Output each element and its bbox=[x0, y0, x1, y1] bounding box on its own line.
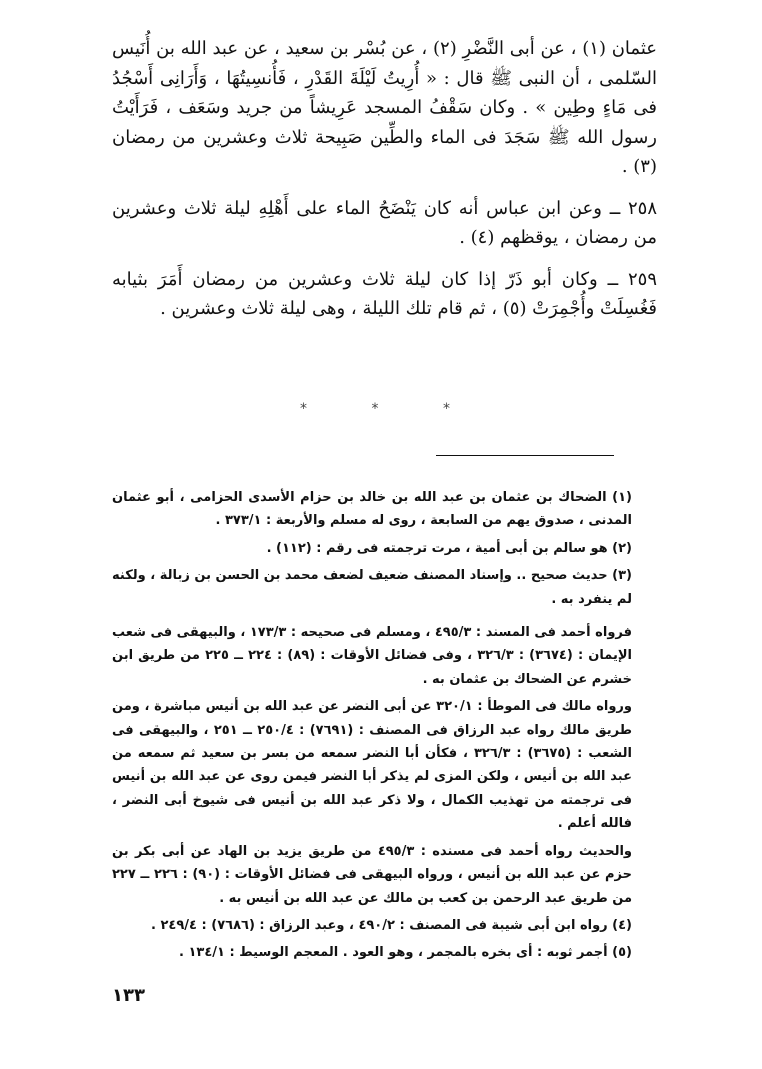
footnote-4: (٤) رواه ابن أبى شيبة فى المصنف : ٤٩٠/٢ ، وعبد الرزاق : (٧٦٨٦) : ٢٤٩/٤ . bbox=[151, 917, 632, 933]
page-number: ١٣٣ bbox=[112, 985, 145, 1006]
footnote-1: (١) الضحاك بن عثمان بن عبد الله بن خالد بن حزام الأسدى الحزامى ، أبو عثمان المدنى ، صدوق يهم من السابعة ، روى له مسلم والأربعة : ٣٧٣/١ . bbox=[112, 490, 632, 529]
paragraph-hadith-258: ٢٥٨ ــ وعن ابن عباس أنه كان يَنْضَحُ الماء على أَهْلِهِ ليلة ثلاث وعشرين من رمضان ، يوقظهم (٤) . bbox=[112, 197, 657, 248]
footnotes-block bbox=[112, 486, 632, 969]
footnote-3-sources-b: ورواه مالك فى الموطأ : ٣٢٠/١ عن أبى النضر عن عبد الله بن أنيس مباشرة ، ومن طريق مالك رواه عبد الرزاق فى المصنف : (٧٦٩١) : ٢٥٠/٤ ــ ٢٥١ ، والبيهقى فى الشعب : (٣٦٧٥) : ٣٢٦/٣ ، فكأن أبا النضر سمعه من بسر بن سعيد ثم سمعه من عبد الله بن أنيس ، ولكن المزى لم يذكر أبا النضر فيمن روى عن عبد الله بن أنيس فى ترجمته من تهذيب الكمال ، ولا ذكر عبد الله بن أنيس فى شيوخ أبى النضر ، فالله أعلم . bbox=[112, 699, 632, 832]
footnote-divider bbox=[436, 455, 614, 456]
footnote-2: (٢) هو سالم بن أبى أمية ، مرت ترجمته فى رقم : (١١٢) . bbox=[266, 540, 632, 556]
separator-star: * bbox=[443, 401, 450, 417]
paragraph-hadith-257-continued: عثمان (١) ، عن أبى النَّضْرِ (٢) ، عن بُسْر بن سعيد ، عن عبد الله بن أُنَيس السّلمى ، أن النبى ﷺ قال : « أُرِيتُ لَيْلَةَ القَدْرِ ، فَأُنسِيتُهَا ، وَأَرَانِى أَسْجُدُ فى مَاءٍ وطِين » . وكان سَقْفُ المسجد عَرِيشاً من جريد وسَعَف ، فَرَأَيْتُ رسول الله ﷺ سَجَدَ فى الماء والطِّين صَبِيحة ثلاث وعشرين من رمضان (٣) . bbox=[112, 38, 657, 177]
section-separator-stars bbox=[300, 401, 450, 417]
footnote-3: (٣) حديث صحيح .. وإسناد المصنف ضعيف لضعف محمد بن الحسن بن زبالة ، ولكنه لم ينفرد به . bbox=[112, 568, 632, 607]
main-text-block bbox=[112, 34, 657, 336]
footnote-3-sources-a: فرواه أحمد فى المسند : ٤٩٥/٣ ، ومسلم فى صحيحه : ١٧٣/٣ ، والبيهقى فى شعب الإيمان : (٣٦٧٤) : ٣٢٦/٣ ، وفى فضائل الأوقات : (٨٩) : ٢٢٤ ــ ٢٢٥ من طريق ابن خشرم عن الضحاك بن عثمان به . bbox=[112, 625, 632, 687]
separator-star: * bbox=[300, 401, 307, 417]
separator-star: * bbox=[371, 401, 379, 417]
paragraph-hadith-259: ٢٥٩ ــ وكان أبو ذَرّ إذا كان ليلة ثلاث وعشرين من رمضان أَمَرَ بثيابه فَغُسِلَتْ وأُجْمِرَتْ (٥) ، ثم قام تلك الليلة ، وهى ليلة ثلاث وعشرين . bbox=[112, 268, 657, 319]
footnote-5: (٥) أجمر ثوبه : أى بخره بالمجمر ، وهو العود . المعجم الوسيط : ١٣٤/١ . bbox=[179, 945, 632, 961]
footnote-3-sources-c: والحديث رواه أحمد فى مسنده : ٤٩٥/٣ من طريق يزيد بن الهاد عن أبى بكر بن حزم عن عبد الله بن أنيس ، ورواه البيهقى فى فضائل الأوقات : (٩٠) : ٢٢٦ ــ ٢٢٧ من طريق عبد الرحمن بن كعب بن مالك عن عبد الله بن أنيس به . bbox=[112, 843, 632, 906]
